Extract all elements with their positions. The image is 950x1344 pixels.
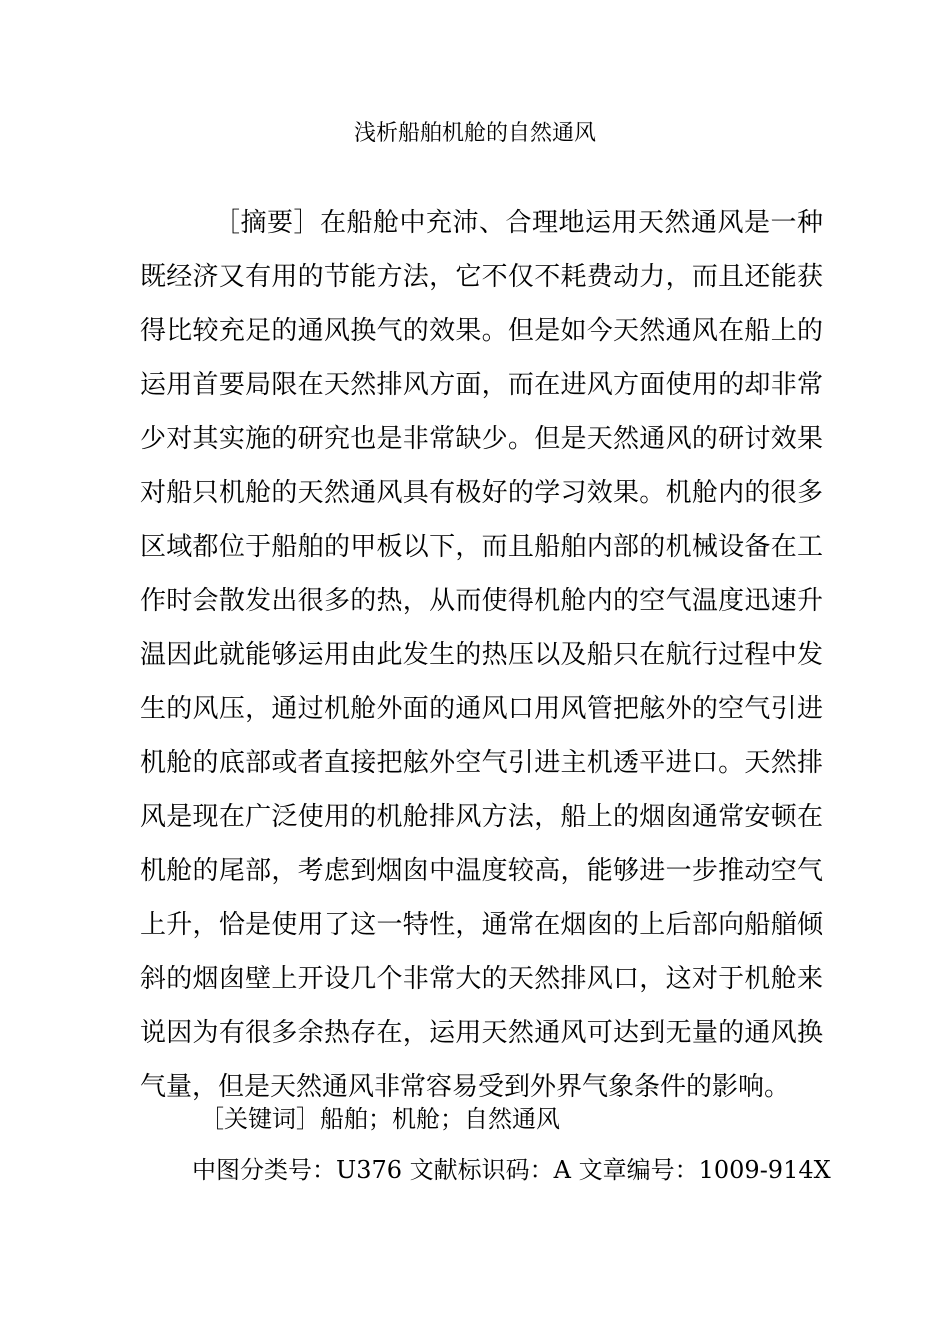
classification-line: 中图分类号：U376 文献标识码：A 文章编号：1009-914X xyxy=(192,1156,831,1184)
abstract-paragraph: ［摘要］在船舱中充沛、合理地运用天然通风是一种既经济又有用的节能方法，它不仅不耗费动力，而且还能获得比较充足的通风换气的效果。但是如今天然通风在船上的运用首要局限在天然排风方面，而在进风方面使用的却非常少对其实施的研究也是非常缺少。但是天然通风的研讨效果对船只机舱的天然通风具有极好的学习效果。机舱内的很多区域都位于船舶的甲板以下，而且船舶内部的机械设备在工作时会散发出很多的热，从而使得机舱内的空气温度迅速升温因此就能够运用由此发生的热压以及船只在航行过程中发生的风压，通过机舱外面的通风口用风管把舷外的空气引进机舱的底部或者直接把舷外空气引进主机透平进口。天然排风是现在广泛使用的机舱排风方法，船上的烟囱通常安顿在机舱的尾部，考虑到烟囱中温度较高，能够进一步推动空气上升，恰是使用了这一特性，通常在烟囱的上后部向船艏倾斜的烟囱壁上开设几个非常大的天然排风口，这对于机舱来说因为有很多余热存在，运用天然通风可达到无量的通风换气量，但是天然通风非常容易受到外界气象条件的影响。 xyxy=(140,208,823,1102)
keywords-line: ［关键词］船舶；机舱；自然通风 xyxy=(200,1105,560,1133)
document-title: 浅析船舶机舱的自然通风 xyxy=(353,121,596,146)
